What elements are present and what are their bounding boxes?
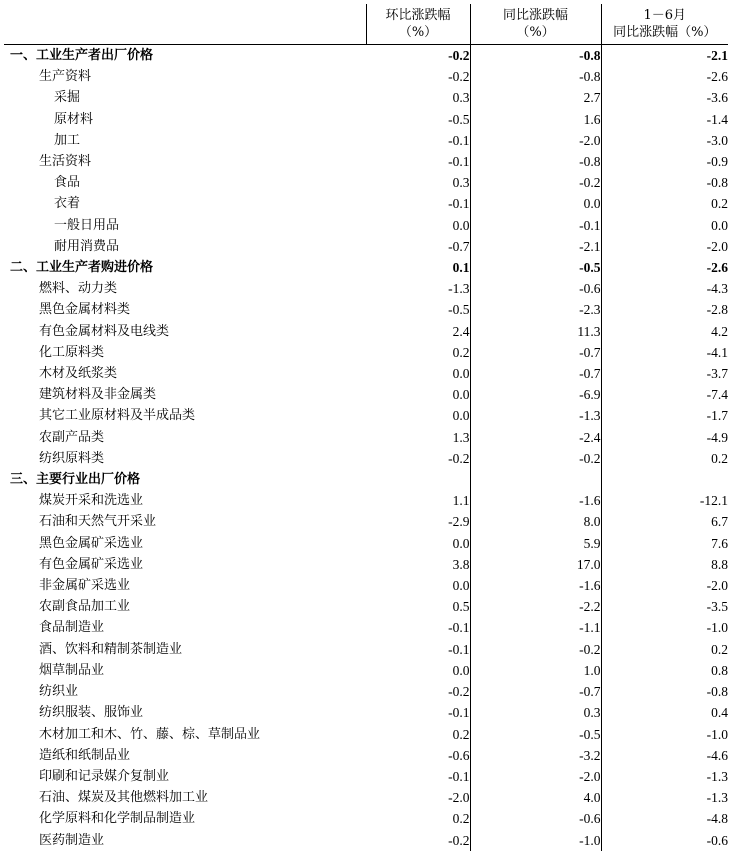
yoy-value: 1.6	[470, 109, 601, 130]
yoy-value: -2.0	[470, 130, 601, 151]
row-label: 其它工业原材料及半成品类	[39, 408, 196, 424]
ytd-value: -2.6	[706, 69, 728, 85]
row-label: 三、主要行业出厂价格	[10, 472, 141, 488]
row-label: 有色金属矿采选业	[39, 556, 144, 572]
mom-value: 3.8	[366, 554, 470, 575]
yoy-value: -0.2	[470, 448, 601, 469]
yoy-value: -0.6	[470, 808, 601, 829]
row-label: 农副产品类	[39, 429, 105, 445]
row-label: 非金属矿采选业	[39, 578, 131, 594]
ytd-value: -4.9	[706, 429, 728, 445]
ytd-value: -3.5	[706, 599, 728, 615]
ytd-value: -1.4	[706, 111, 728, 127]
yoy-value: -2.0	[470, 766, 601, 787]
mom-value: 0.2	[366, 724, 470, 745]
mom-value: -1.3	[366, 278, 470, 299]
ytd-value: -0.6	[706, 832, 728, 848]
price-index-table	[4, 4, 728, 851]
yoy-value: -2.3	[470, 299, 601, 320]
ytd-value	[601, 469, 728, 490]
ytd-value: 0.2	[711, 641, 728, 657]
mom-value: -0.5	[366, 109, 470, 130]
yoy-value: -0.8	[470, 151, 601, 172]
yoy-value: -6.9	[470, 384, 601, 405]
mom-value: 0.3	[366, 172, 470, 193]
yoy-value: 11.3	[470, 321, 601, 342]
yoy-value: -3.2	[470, 745, 601, 766]
mom-value: 0.0	[366, 533, 470, 554]
row-label: 酒、饮料和精制茶制造业	[39, 641, 183, 657]
row-label: 一、工业生产者出厂价格	[10, 48, 154, 63]
header-yoy-change	[470, 4, 601, 45]
ytd-value: -4.1	[706, 344, 728, 360]
table-row	[4, 808, 728, 829]
mom-value: 1.1	[366, 490, 470, 511]
row-label: 纺织原料类	[39, 450, 105, 466]
row-label: 衣着	[54, 196, 81, 212]
header-ytd-period: 1－6月	[643, 8, 687, 23]
yoy-value: 1.0	[470, 660, 601, 681]
yoy-value: 2.7	[470, 87, 601, 108]
table-row	[4, 681, 728, 702]
yoy-value: 0.3	[470, 702, 601, 723]
mom-value: 0.2	[366, 342, 470, 363]
ytd-value: -1.3	[706, 768, 728, 784]
table-row	[4, 490, 728, 511]
mom-value: -0.2	[366, 45, 470, 67]
table-row	[4, 321, 728, 342]
header-yoy-title: 同比涨跌幅	[502, 8, 568, 23]
yoy-value: -0.5	[470, 257, 601, 278]
mom-value: -0.2	[366, 681, 470, 702]
table-row	[4, 787, 728, 808]
mom-value	[366, 469, 470, 490]
mom-value: -0.1	[366, 151, 470, 172]
row-label: 采掘	[54, 90, 81, 106]
row-label: 生活资料	[39, 154, 92, 170]
table-row	[4, 554, 728, 575]
ytd-value: 7.6	[711, 535, 728, 551]
mom-value: -0.1	[366, 702, 470, 723]
ytd-value: -0.8	[706, 175, 728, 191]
table-row	[4, 193, 728, 214]
table-row	[4, 533, 728, 554]
yoy-value: -0.8	[470, 45, 601, 67]
row-label: 耐用消费品	[54, 238, 120, 254]
yoy-value	[470, 469, 601, 490]
table-row	[4, 639, 728, 660]
ytd-value: -0.8	[706, 684, 728, 700]
yoy-value: 0.0	[470, 193, 601, 214]
yoy-value: -0.7	[470, 681, 601, 702]
mom-value: 1.3	[366, 427, 470, 448]
row-label: 木材及纸浆类	[39, 366, 118, 382]
yoy-value: -0.7	[470, 363, 601, 384]
row-label: 有色金属材料及电线类	[39, 323, 170, 339]
table-row	[4, 448, 728, 469]
row-label: 农副食品加工业	[39, 599, 131, 615]
table-row	[4, 830, 728, 851]
header-ytd-title: 同比涨跌幅（%）	[613, 25, 717, 40]
ytd-value: -3.6	[706, 90, 728, 106]
mom-value: 0.0	[366, 575, 470, 596]
table-row	[4, 511, 728, 532]
row-label: 造纸和纸制品业	[39, 747, 131, 763]
ytd-value: -2.8	[706, 302, 728, 318]
mom-value: 0.1	[366, 257, 470, 278]
ytd-value: -2.0	[706, 578, 728, 594]
mom-value: -0.1	[366, 766, 470, 787]
ytd-value: -2.6	[706, 260, 728, 276]
mom-value: -0.2	[366, 830, 470, 851]
row-label: 化工原料类	[39, 344, 105, 360]
table-row	[4, 172, 728, 193]
row-label: 黑色金属材料类	[39, 302, 131, 318]
mom-value: -0.2	[366, 448, 470, 469]
yoy-value: -0.6	[470, 278, 601, 299]
ytd-value: -0.9	[706, 154, 728, 170]
mom-value: -0.5	[366, 299, 470, 320]
mom-value: 0.2	[366, 808, 470, 829]
ytd-value: -1.0	[706, 620, 728, 636]
table-row	[4, 766, 728, 787]
mom-value: -0.1	[366, 193, 470, 214]
table-row	[4, 745, 728, 766]
table-row	[4, 342, 728, 363]
row-label: 石油、煤炭及其他燃料加工业	[39, 790, 209, 806]
mom-value: 0.0	[366, 363, 470, 384]
table-header	[4, 4, 728, 45]
header-ytd-yoy-change	[601, 4, 728, 45]
mom-value: 0.0	[366, 405, 470, 426]
yoy-value: -0.2	[470, 172, 601, 193]
row-label: 纺织服装、服饰业	[39, 705, 144, 721]
row-label: 黑色金属矿采选业	[39, 535, 144, 551]
yoy-value: -1.3	[470, 405, 601, 426]
yoy-value: -1.1	[470, 617, 601, 638]
table-row	[4, 596, 728, 617]
yoy-value: -0.8	[470, 66, 601, 87]
mom-value: 0.5	[366, 596, 470, 617]
table-row	[4, 702, 728, 723]
table-body	[4, 45, 728, 851]
table-row	[4, 660, 728, 681]
row-label: 食品	[54, 175, 81, 191]
yoy-value: -0.7	[470, 342, 601, 363]
ytd-value: -2.0	[706, 238, 728, 254]
table-row	[4, 66, 728, 87]
mom-value: -0.6	[366, 745, 470, 766]
ytd-value: -3.7	[706, 366, 728, 382]
row-label: 木材加工和木、竹、藤、棕、草制品业	[39, 726, 261, 742]
table-row	[4, 278, 728, 299]
mom-value: -2.9	[366, 511, 470, 532]
yoy-value: -0.5	[470, 724, 601, 745]
ytd-value: -1.0	[706, 726, 728, 742]
table-row	[4, 109, 728, 130]
table-row	[4, 87, 728, 108]
row-label: 建筑材料及非金属类	[39, 387, 157, 403]
ytd-value: 0.2	[711, 196, 728, 212]
ytd-value: 0.0	[711, 217, 728, 233]
mom-value: 0.0	[366, 215, 470, 236]
ytd-value: -2.1	[706, 48, 728, 63]
mom-value: -0.1	[366, 130, 470, 151]
mom-value: 2.4	[366, 321, 470, 342]
table-row	[4, 427, 728, 448]
ytd-value: -4.6	[706, 747, 728, 763]
header-yoy-unit: （%）	[516, 25, 555, 40]
ytd-value: -3.0	[706, 132, 728, 148]
table-row	[4, 151, 728, 172]
table-row	[4, 363, 728, 384]
row-label: 煤炭开采和洗选业	[39, 493, 144, 509]
mom-value: -0.1	[366, 639, 470, 660]
table-row	[4, 45, 728, 67]
yoy-value: 8.0	[470, 511, 601, 532]
ytd-value: 4.2	[711, 323, 728, 339]
ytd-value: -4.8	[706, 811, 728, 827]
ytd-value: 0.8	[711, 662, 728, 678]
yoy-value: 17.0	[470, 554, 601, 575]
yoy-value: -2.1	[470, 236, 601, 257]
ytd-value: -1.3	[706, 790, 728, 806]
mom-value: 0.0	[366, 384, 470, 405]
row-label: 二、工业生产者购进价格	[10, 260, 154, 276]
yoy-value: 5.9	[470, 533, 601, 554]
table-row	[4, 575, 728, 596]
row-label: 化学原料和化学制品制造业	[39, 811, 196, 827]
mom-value: -0.1	[366, 617, 470, 638]
yoy-value: -2.4	[470, 427, 601, 448]
row-label: 石油和天然气开采业	[39, 514, 157, 530]
table-row	[4, 257, 728, 278]
table-row	[4, 617, 728, 638]
table-row	[4, 384, 728, 405]
yoy-value: -1.6	[470, 575, 601, 596]
ytd-value: 0.4	[711, 705, 728, 721]
yoy-value: -0.2	[470, 639, 601, 660]
table-row	[4, 469, 728, 490]
yoy-value: 4.0	[470, 787, 601, 808]
row-label: 燃料、动力类	[39, 281, 118, 297]
yoy-value: -1.6	[470, 490, 601, 511]
table-row	[4, 236, 728, 257]
mom-value: 0.0	[366, 660, 470, 681]
yoy-value: -2.2	[470, 596, 601, 617]
row-label: 原材料	[54, 111, 94, 127]
table-row	[4, 130, 728, 151]
table-row	[4, 299, 728, 320]
mom-value: -0.7	[366, 236, 470, 257]
yoy-value: -1.0	[470, 830, 601, 851]
row-label: 加工	[54, 132, 81, 148]
row-label: 烟草制品业	[39, 662, 105, 678]
ytd-value: -7.4	[706, 387, 728, 403]
row-label: 纺织业	[39, 684, 79, 700]
ytd-value: 8.8	[711, 556, 728, 572]
header-mom-title: 环比涨跌幅	[385, 8, 451, 23]
yoy-value: -0.1	[470, 215, 601, 236]
table-row	[4, 405, 728, 426]
ytd-value: -4.3	[706, 281, 728, 297]
mom-value: 0.3	[366, 87, 470, 108]
ytd-value: -12.1	[699, 493, 728, 509]
header-mom-unit: （%）	[398, 25, 438, 40]
ytd-value: 0.2	[711, 450, 728, 466]
header-mom-change	[366, 4, 470, 45]
row-label: 医药制造业	[39, 832, 105, 848]
row-label: 一般日用品	[54, 217, 120, 233]
row-label: 食品制造业	[39, 620, 105, 636]
table-row	[4, 724, 728, 745]
header-category-blank	[4, 4, 366, 45]
row-label: 生产资料	[39, 69, 92, 85]
ytd-value: -1.7	[706, 408, 728, 424]
mom-value: -2.0	[366, 787, 470, 808]
ytd-value: 6.7	[711, 514, 728, 530]
mom-value: -0.2	[366, 66, 470, 87]
table-row	[4, 215, 728, 236]
row-label: 印刷和记录媒介复制业	[39, 768, 170, 784]
